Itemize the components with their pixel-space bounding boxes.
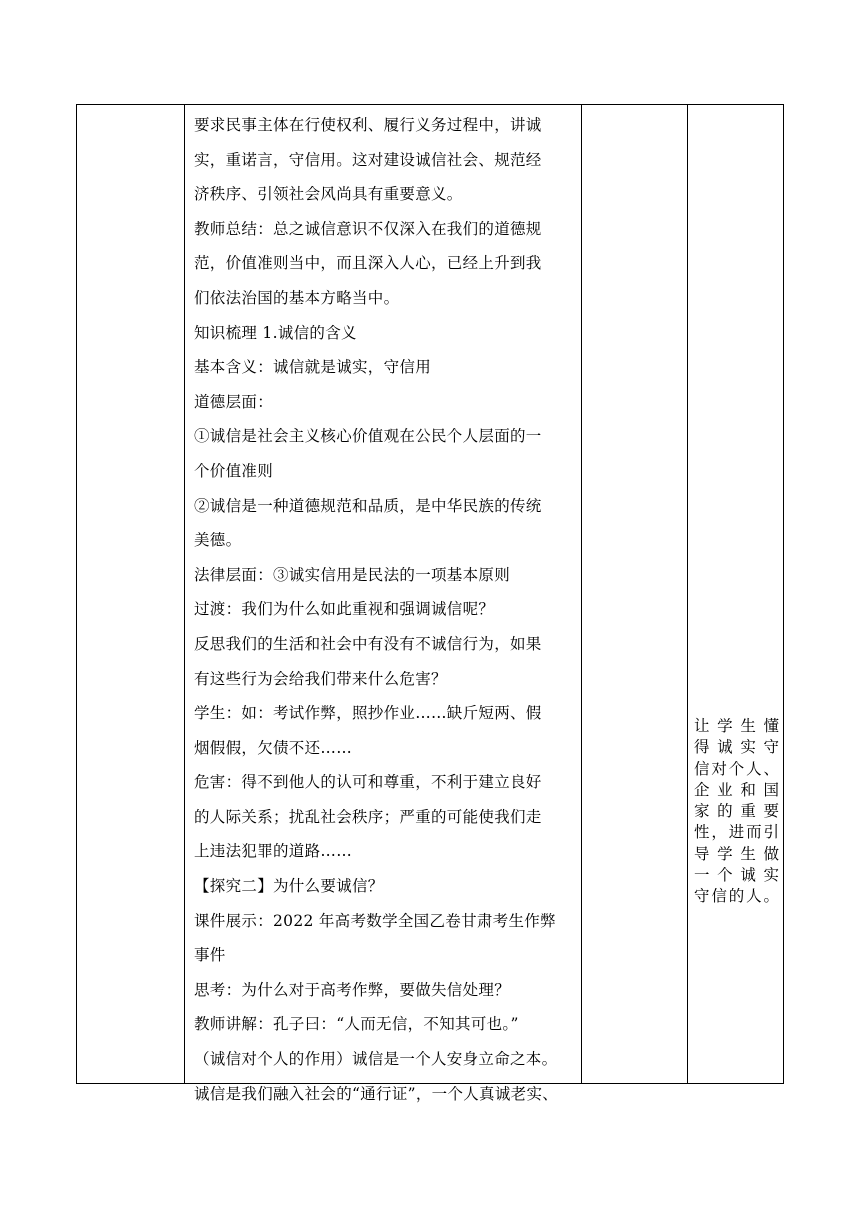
text-line: 【探究二】为什么要诚信？ — [194, 877, 384, 896]
text-line: 危害：得不到他人的认可和尊重，不利于建立良好 — [194, 773, 542, 792]
side-text-line: 得 诚 实 守 — [694, 738, 779, 757]
text-line: 反思我们的生活和社会中有没有不诚信行为，如果 — [194, 634, 542, 653]
side-text-line: 性 ， 进 而 引 — [694, 823, 779, 842]
text-line: 思考：为什么对于高考作弊，要做失信处理？ — [194, 980, 511, 999]
text-line: （诚信对个人的作用）诚信是一个人安身立命之本。 — [194, 1050, 558, 1069]
text-line: 知识梳理 1.诚信的含义 — [194, 323, 357, 342]
text-line: 有这些行为会给我们带来什么危害？ — [194, 669, 447, 688]
side-text-line: 信 对 个 人 、 — [694, 759, 779, 778]
text-line: 基本含义：诚信就是诚实，守信用 — [194, 358, 432, 377]
side-text-line: 企 业 和 国 — [694, 780, 779, 799]
text-line: 过渡：我们为什么如此重视和强调诚信呢？ — [194, 600, 495, 619]
lesson-plan-table — [76, 104, 784, 1103]
text-line: 上违法犯罪的道路…… — [194, 842, 353, 861]
teaching-process-cell — [185, 105, 585, 1111]
text-line: 要求民事主体在行使权利、履行义务过程中，讲诚 — [194, 116, 542, 134]
design-intent-cell — [688, 716, 783, 908]
text-line: 的人际关系；扰乱社会秩序；严重的可能使我们走 — [194, 807, 542, 826]
text-line: 烟假假，欠债不还…… — [194, 738, 353, 757]
text-line: 教师总结：总之诚信意识不仅深入在我们的道德规 — [194, 219, 542, 238]
column-divider — [687, 105, 688, 1083]
text-line: 个价值准则 — [194, 461, 274, 480]
text-line: 道德层面： — [194, 392, 274, 411]
text-line: 法律层面：③诚实信用是民法的一项基本原则 — [194, 565, 511, 584]
side-text-line: 导 学 生 做 — [694, 844, 779, 863]
text-line: ②诚信是一种道德规范和品质，是中华民族的传统 — [194, 496, 542, 515]
side-text-line: 守 信 的 人 。 — [694, 887, 779, 906]
text-line: 事件 — [194, 946, 226, 965]
text-line: 课件展示：2022 年高考数学全国乙卷甘肃考生作弊 — [194, 911, 556, 930]
text-line: 济秩序、引领社会风尚具有重要意义。 — [194, 185, 463, 204]
side-text-line: 一 个 诚 实 — [694, 866, 779, 885]
side-text-line: 家 的 重 要 — [694, 802, 779, 821]
text-line: 诚信是我们融入社会的“通行证”，一个人真诚老实、 — [194, 1084, 559, 1103]
side-text-line: 让 学 生 懂 — [694, 717, 779, 735]
text-line: 美德。 — [194, 531, 242, 550]
text-line: ①诚信是社会主义核心价值观在公民个人层面的一 — [194, 427, 542, 446]
text-line: 们依法治国的基本方略当中。 — [194, 288, 400, 307]
text-line: 实，重诺言，守信用。这对建设诚信社会、规范经 — [194, 150, 542, 169]
text-line: 范，价值准则当中，而且深入人心，已经上升到我 — [194, 254, 542, 273]
text-line: 学生：如：考试作弊，照抄作业……缺斤短两、假 — [194, 704, 542, 723]
text-line: 教师讲解：孔子曰：“人而无信，不知其可也。” — [194, 1015, 519, 1034]
